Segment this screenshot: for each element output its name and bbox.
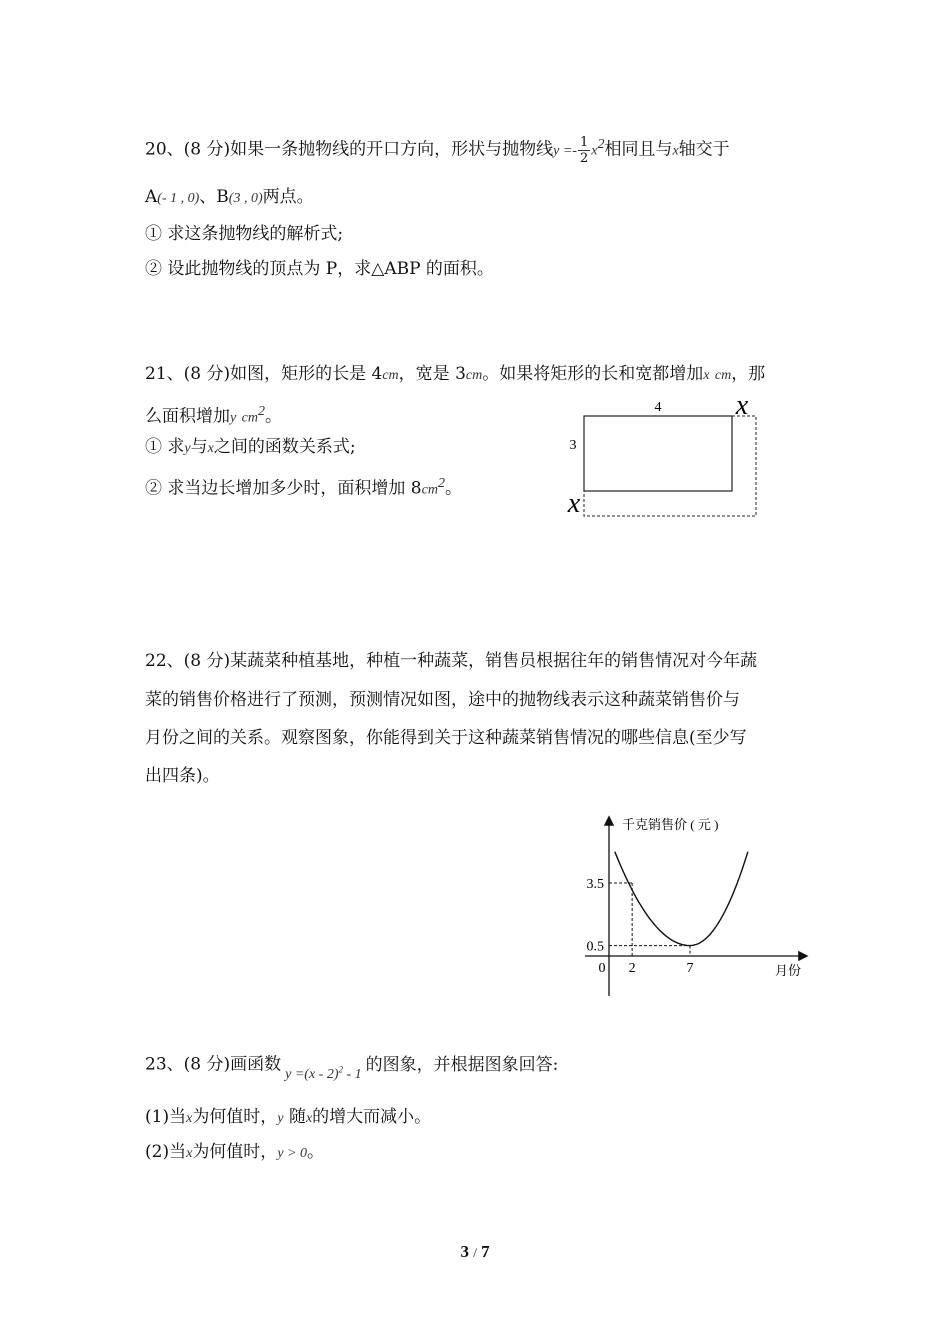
var-y: y	[230, 410, 237, 426]
q20-text-b: 相同且与	[604, 139, 673, 160]
unit-cm: cm	[382, 368, 399, 383]
price-curve	[615, 852, 748, 946]
unit-cm: cm	[714, 368, 732, 383]
q23-s2-text: (2)当	[145, 1142, 187, 1162]
q23-formula-main: y =(x - 2)	[285, 1066, 339, 1082]
q21-line1	[145, 363, 765, 387]
q20-sub2: ② 设此抛物线的顶点为 P，求△ABP 的面积。	[145, 259, 494, 279]
var-x: x	[186, 1111, 193, 1126]
original-rectangle	[584, 416, 732, 491]
q22-line1: 22、(8 分)某蔬菜种植基地，种植一种蔬菜，销售员根据往年的销售情况对今年蔬	[145, 651, 758, 671]
q20-line2-tail: 两点。	[262, 187, 314, 207]
q21-text-b: 。	[264, 406, 282, 427]
y-tick-label: 3.5	[586, 877, 604, 892]
var-x: x	[305, 1111, 313, 1126]
enlarged-rectangle-dashed	[584, 416, 756, 516]
q20-line1	[145, 134, 730, 166]
q23-s1-text: (1)当	[145, 1107, 187, 1127]
q21-sub2	[145, 473, 462, 502]
q22-line2: 菜的销售价格进行了预测，预测情况如图，途中的抛物线表示这种蔬菜销售价与	[145, 690, 740, 710]
q23-text-b: 的图象，并根据图象回答:	[365, 1054, 559, 1075]
q20-text: 20、(8 分)如果一条抛物线的开口方向，形状与抛物线	[145, 139, 554, 160]
q21-text: 么面积增加	[145, 406, 230, 427]
q22-line4: 出四条)。	[145, 766, 220, 786]
q20-fraction	[578, 135, 590, 166]
q22-line3: 月份之间的关系。观察图象，你能得到关于这种蔬菜销售情况的哪些信息(至少写	[145, 728, 747, 748]
page-separator: /	[473, 1245, 477, 1260]
q23-condition: y > 0	[277, 1146, 307, 1161]
q21-sub2-text-b: 。	[444, 478, 462, 499]
point-a-label: A	[145, 187, 158, 207]
q20-var-x: x	[672, 143, 679, 159]
unit-cm2: cm	[421, 482, 438, 498]
q20-line2	[145, 186, 314, 210]
q23-line1	[145, 1050, 559, 1082]
x-increase-label-bottom: x	[567, 488, 581, 519]
q23-s1-text-c: 随	[288, 1107, 306, 1127]
var-y: y	[277, 1111, 284, 1126]
x-tick-label: 2	[628, 961, 636, 976]
rect-length-label: 4	[654, 400, 662, 415]
q23-text: 23、(8 分)画函数	[145, 1054, 282, 1075]
q21-sub1-text: ① 求	[145, 437, 185, 457]
point-a-coords: (- 1 , 0)	[157, 191, 200, 206]
unit-exp: 2	[257, 404, 265, 419]
q21-sub1	[145, 436, 356, 460]
q23-s1-text-d: 的增大而减小。	[312, 1107, 432, 1127]
q21-text: 21、(8 分)如图，矩形的长是 4	[145, 364, 383, 384]
point-b-label: B	[216, 187, 229, 207]
q21-text-b: ，宽是 3	[398, 364, 466, 384]
q21-sub1-text-b: 与	[190, 437, 208, 457]
q21-line2	[145, 401, 282, 430]
origin-label: 0	[598, 961, 606, 976]
q21-text-d: ，那	[731, 364, 766, 384]
separator: 、	[199, 187, 217, 207]
rect-width-label: 3	[569, 438, 577, 453]
q23-sub2	[145, 1141, 324, 1165]
page-number	[0, 1242, 950, 1262]
q23-s2-text-b: 为何值时，	[192, 1142, 278, 1162]
page-current: 3	[460, 1242, 469, 1261]
q20-formula-exp: 2	[597, 137, 605, 152]
q23-formula-tail: - 1	[343, 1066, 362, 1082]
q20-formula-var: x	[591, 143, 598, 159]
q21-text-c: 。如果将矩形的长和宽都增加	[482, 364, 704, 384]
fraction-denominator: 2	[579, 150, 589, 166]
x-increase-label-right: x	[735, 390, 749, 421]
q23-s1-text-b: 为何值时，	[192, 1107, 278, 1127]
q23-s2-text-c: 。	[306, 1142, 324, 1162]
var-x: x	[207, 441, 214, 456]
q20-formula-lhs: y =-	[553, 143, 577, 159]
y-tick-label: 0.5	[586, 939, 604, 955]
y-axis-label: 千克销售价 ( 元 )	[622, 817, 719, 832]
var-y: y	[184, 441, 191, 456]
unit-cm2: cm	[241, 410, 258, 426]
q20-sub1: ① 求这条抛物线的解析式;	[145, 224, 344, 244]
var-x: x	[186, 1146, 193, 1161]
x-tick-label: 7	[686, 961, 694, 976]
q21-sub1-text-c: 之间的函数关系式;	[213, 437, 356, 457]
q23-sub1	[145, 1106, 431, 1130]
point-b-coords: (3 , 0)	[228, 191, 263, 206]
q23-formula-exp: 2	[338, 1064, 343, 1074]
unit-exp: 2	[437, 476, 445, 491]
q20-text-c: 轴交于	[678, 139, 730, 160]
x-axis-label: 月份	[775, 963, 802, 978]
fraction-numerator: 1	[579, 134, 589, 150]
page-total: 7	[481, 1242, 490, 1261]
unit-cm: cm	[465, 368, 483, 383]
q21-sub2-text: ② 求当边长增加多少时，面积增加 8	[145, 478, 422, 499]
var-x: x	[703, 368, 710, 383]
q23-formula	[285, 1064, 362, 1082]
